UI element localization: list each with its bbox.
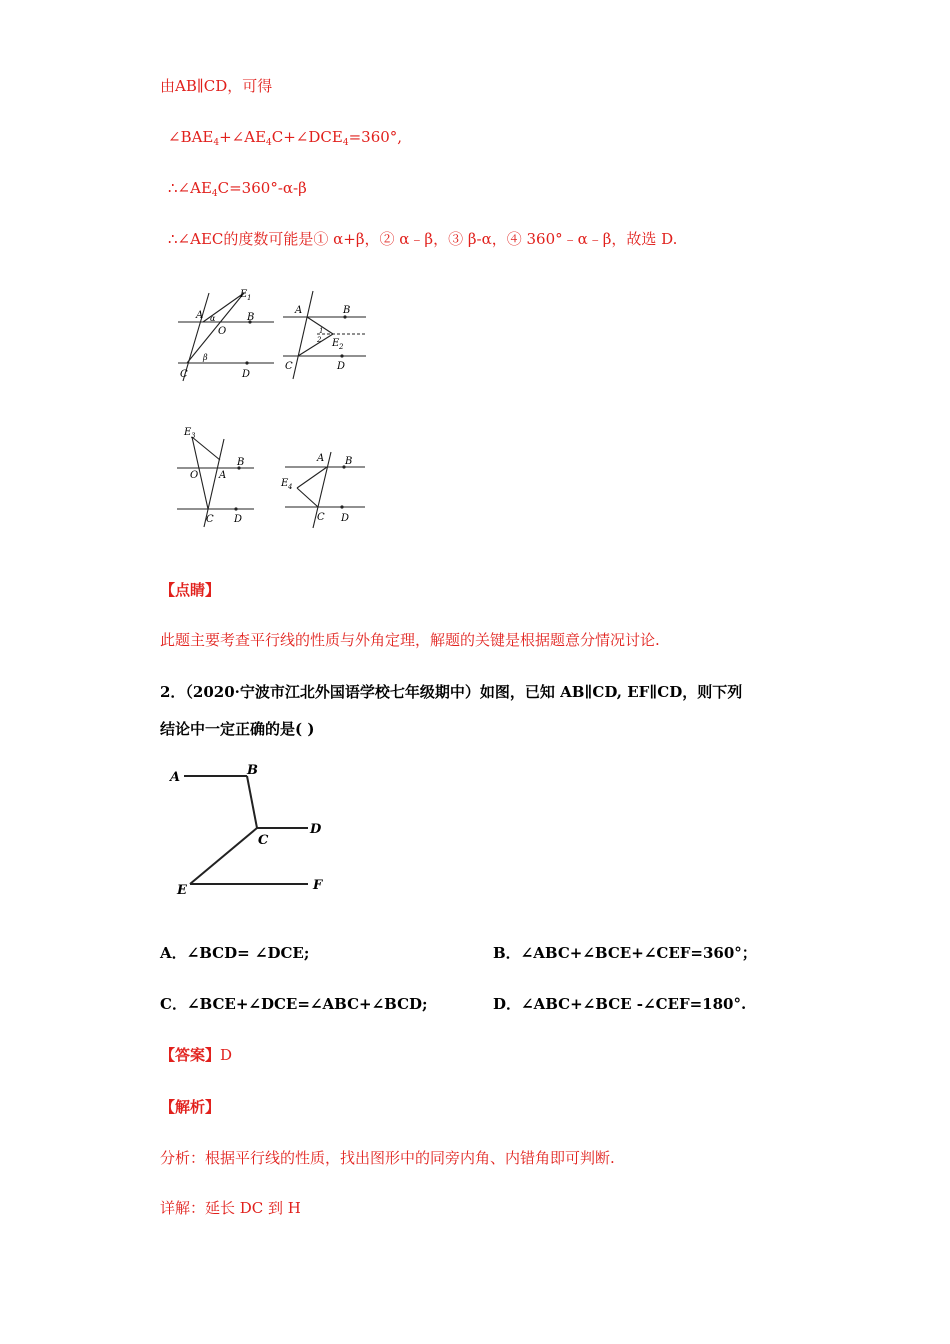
svg-text:C: C <box>258 833 269 848</box>
question-line-1: 2．（2020·宁波市江北外国语学校七年级期中）如图，已知 AB∥CD, EF∥CD，则下列 <box>160 683 743 701</box>
option-a[interactable]: A．∠BCD= ∠DCE; <box>160 944 310 962</box>
svg-text:A: A <box>219 470 227 481</box>
svg-text:B: B <box>237 457 245 468</box>
answer-line <box>160 1045 232 1065</box>
svg-text:D: D <box>341 513 350 524</box>
option-b[interactable]: B．∠ABC+∠BCE+∠CEF=360°； <box>493 944 757 962</box>
svg-text:2: 2 <box>317 336 322 344</box>
svg-text:α: α <box>210 314 216 323</box>
svg-text:B: B <box>345 456 353 467</box>
svg-text:E: E <box>332 338 340 349</box>
svg-text:C: C <box>206 514 214 525</box>
answer-value: D <box>220 1046 233 1064</box>
svg-text:A: A <box>295 305 303 316</box>
analysis-line-2: 详解：延长 DC 到 H <box>160 1199 301 1217</box>
svg-text:B: B <box>247 763 258 778</box>
svg-text:C: C <box>317 512 325 523</box>
figure-e1 <box>172 285 277 385</box>
svg-text:B: B <box>343 305 351 316</box>
svg-text:O: O <box>218 326 227 337</box>
analysis-label: 【解析】 <box>160 1098 221 1116</box>
solution-line-2: $\angle BAE_4+\angle AE_4C+\angle DCE_4=360^\circ$, <box>168 128 403 148</box>
svg-text:1: 1 <box>247 294 252 302</box>
svg-text:β: β <box>203 353 208 362</box>
svg-text:C: C <box>285 361 293 372</box>
svg-text:E: E <box>240 289 248 300</box>
dianjing-text: 此题主要考查平行线的性质与外角定理，解题的关键是根据题意分情况讨论. <box>160 631 660 649</box>
svg-text:2: 2 <box>339 343 344 351</box>
dianjing-label: 【点睛】 <box>160 581 221 599</box>
question-line-2: 结论中一定正确的是( ) <box>160 720 315 738</box>
solution-line-3: $\therefore\angle AE_4C=360^\circ-\alpha-\beta$ <box>168 179 307 199</box>
svg-text:3: 3 <box>191 432 196 440</box>
svg-text:E: E <box>184 427 192 438</box>
figure-e4 <box>279 448 371 530</box>
figure-question-2 <box>165 758 335 908</box>
solution-line-1: 由AB∥CD，可得 <box>160 77 273 95</box>
answer-label: 【答案】 <box>160 1046 221 1064</box>
svg-text:O: O <box>190 470 199 481</box>
svg-text:A: A <box>170 770 181 785</box>
svg-text:D: D <box>234 514 243 525</box>
analysis-line-1: 分析：根据平行线的性质，找出图形中的同旁内角、内错角即可判断. <box>160 1149 615 1167</box>
svg-text:A: A <box>196 310 204 321</box>
svg-text:D: D <box>242 369 251 380</box>
solution-line-4: ∴∠AEC的度数可能是① α+β，② α﹣β，③ β-α，④ 360°﹣α﹣β，故选 D. <box>168 230 678 248</box>
svg-text:F: F <box>313 878 323 893</box>
svg-text:D: D <box>337 361 346 372</box>
svg-text:C: C <box>180 369 188 380</box>
svg-text:4: 4 <box>288 483 293 491</box>
svg-text:B: B <box>247 312 255 323</box>
option-c[interactable]: C．∠BCE+∠DCE=∠ABC+∠BCD; <box>160 995 428 1013</box>
figure-e3 <box>172 425 262 530</box>
svg-text:E: E <box>177 883 187 898</box>
option-d[interactable]: D．∠ABC+∠BCE -∠CEF=180°. <box>493 995 747 1013</box>
svg-text:A: A <box>317 453 325 464</box>
svg-text:D: D <box>310 822 322 837</box>
svg-text:E: E <box>281 478 289 489</box>
figure-e2 <box>281 285 371 385</box>
svg-text:1: 1 <box>319 327 324 335</box>
